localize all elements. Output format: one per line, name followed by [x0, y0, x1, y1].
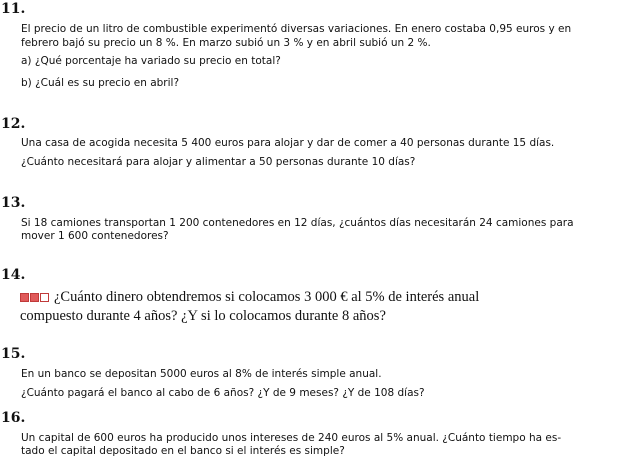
problem-14-line-1-text: ¿Cuánto dinero obtendremos si colocamos 3 000 € al 5% de interés anual	[54, 289, 480, 305]
problem-12-line-2: ¿Cuánto necesitará para alojar y alimentar a 50 personas durante 10 días?	[21, 156, 416, 168]
problem-12-number: 12.	[1, 116, 26, 132]
difficulty-square-filled	[20, 293, 29, 302]
problem-14-number: 14.	[1, 267, 26, 283]
problem-15-line-1: En un banco se depositan 5000 euros al 8% de interés simple anual.	[21, 368, 382, 380]
problem-11-number: 11.	[1, 1, 26, 17]
difficulty-indicator	[20, 289, 50, 308]
problem-11-part-a: a) ¿Qué porcentaje ha variado su precio en total?	[21, 55, 281, 67]
difficulty-square-empty	[40, 293, 49, 302]
difficulty-square-filled	[30, 293, 39, 302]
problem-13-number: 13.	[1, 195, 26, 211]
problem-11-line-2: febrero bajó su precio un 8 %. En marzo subió un 3 % y en abril subió un 2 %.	[21, 37, 431, 49]
problem-13-line-2: mover 1 600 contenedores?	[21, 230, 169, 242]
problem-16-line-2: tado el capital depositado en el banco si el interés es simple?	[21, 445, 345, 457]
problem-11-part-b: b) ¿Cuál es su precio en abril?	[21, 77, 180, 89]
problem-12-line-1: Una casa de acogida necesita 5 400 euros para alojar y dar de comer a 40 personas durante 15 días.	[21, 137, 555, 149]
problem-16-number: 16.	[1, 410, 26, 426]
problem-14-line-1	[20, 288, 479, 308]
problem-11-line-1: El precio de un litro de combustible experimentó diversas variaciones. En enero costaba 0,95 euros y en	[21, 23, 572, 35]
problem-15-line-2: ¿Cuánto pagará el banco al cabo de 6 años? ¿Y de 9 meses? ¿Y de 108 días?	[21, 387, 425, 399]
problem-13-line-1: Si 18 camiones transportan 1 200 contenedores en 12 días, ¿cuántos días necesitarán 24 camiones para	[21, 217, 574, 229]
problem-16-line-1: Un capital de 600 euros ha producido unos intereses de 240 euros al 5% anual. ¿Cuánto tiempo ha es-	[21, 432, 562, 444]
problem-14-line-2: compuesto durante 4 años? ¿Y si lo colocamos durante 8 años?	[20, 308, 386, 324]
problem-15-number: 15.	[1, 346, 26, 362]
